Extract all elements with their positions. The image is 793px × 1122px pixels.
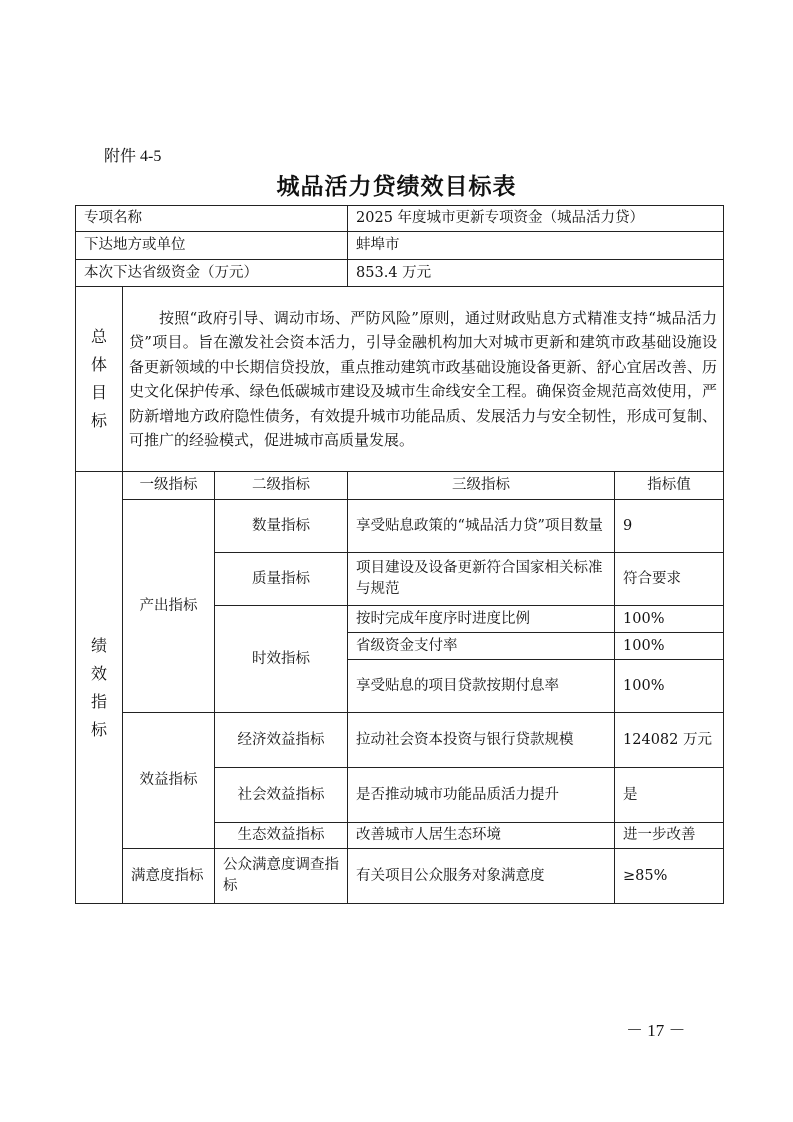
recipient-value: 蚌埠市 (348, 232, 724, 260)
economic-indicator-item: 拉动社会资本投资与银行贷款规模 (348, 713, 615, 768)
satisfaction-row (76, 849, 724, 904)
satisfaction-indicator-item: 有关项目公众服务对象满意度 (348, 849, 615, 904)
economic-indicator-value: 124082 万元 (615, 713, 724, 768)
benefit-indicator-label: 效益指标 (123, 713, 215, 849)
satisfaction-indicator-label: 满意度指标 (123, 849, 215, 904)
recipient-row (76, 232, 724, 260)
timeliness-value: 100% (615, 633, 724, 660)
recipient-label: 下达地方或单位 (76, 232, 348, 260)
public-satisfaction-indicator-label: 公众满意度调查指标 (215, 849, 348, 904)
timeliness-value: 100% (615, 606, 724, 633)
header-level1: 一级指标 (123, 472, 215, 500)
overall-goal-label-char: 总 (90, 327, 107, 346)
quality-indicator-item: 项目建设及设备更新符合国家相关标准与规范 (348, 553, 615, 606)
performance-indicators-label-char: 指 (90, 691, 107, 711)
output-indicator-label: 产出指标 (123, 500, 215, 713)
project-name-label: 专项名称 (76, 206, 348, 232)
timeliness-indicator-label: 时效指标 (215, 606, 348, 713)
funds-row (76, 260, 724, 287)
performance-indicators-label-char: 效 (90, 663, 107, 683)
social-indicator-label: 社会效益指标 (215, 768, 348, 823)
economic-indicator-label: 经济效益指标 (215, 713, 348, 768)
header-level2: 二级指标 (215, 472, 348, 500)
timeliness-item: 享受贴息的项目贷款按期付息率 (348, 660, 615, 713)
performance-indicators-label-char: 绩 (90, 635, 107, 655)
performance-indicators-label (76, 472, 123, 904)
satisfaction-indicator-value: ≥85% (615, 849, 724, 904)
overall-goal-label-char: 体 (90, 355, 107, 374)
overall-goal-label-char: 标 (90, 411, 107, 430)
performance-indicators-label-char: 标 (90, 719, 107, 739)
header-level3: 三级指标 (348, 472, 615, 500)
ecological-indicator-value: 进一步改善 (615, 823, 724, 849)
ecological-indicator-label: 生态效益指标 (215, 823, 348, 849)
quantity-row (76, 500, 724, 553)
overall-goal-label-char: 目 (90, 383, 107, 402)
performance-table (75, 205, 724, 904)
timeliness-value: 100% (615, 660, 724, 713)
header-value: 指标值 (615, 472, 724, 500)
attachment-label: 附件 4-5 (104, 148, 162, 165)
overall-goal-text: 按照“政府引导、调动市场、严防风险”原则，通过财政贴息方式精准支持“城品活力贷”项目。旨在激发社会资本活力，引导金融机构加大对城市更新和建筑市政基础设施设备更新领域的中长期信贷投放，重点推动建筑市政基础设施设备更新、舒心宜居改善、历史文化保护传承、绿色低碳城市建设及城市生命线安全工程。确保资金规范高效使用，严防新增地方政府隐性债务，有效提升城市功能品质、发展活力与安全韧性，形成可复制、可推广的经验模式，促进城市高质量发展。 (123, 287, 724, 472)
funds-label: 本次下达省级资金（万元） (76, 260, 348, 287)
quality-indicator-label: 质量指标 (215, 553, 348, 606)
quantity-indicator-item: 享受贴息政策的“城品活力贷”项目数量 (348, 500, 615, 553)
page-title: 城品活力贷绩效目标表 (276, 174, 517, 200)
timeliness-item: 按时完成年度序时进度比例 (348, 606, 615, 633)
quantity-indicator-value: 9 (615, 500, 724, 553)
ecological-indicator-item: 改善城市人居生态环境 (348, 823, 615, 849)
quality-indicator-value: 符合要求 (615, 553, 724, 606)
overall-goal-label (76, 287, 123, 472)
overall-goal-row (76, 287, 724, 472)
project-name-row (76, 206, 724, 232)
social-indicator-value: 是 (615, 768, 724, 823)
indicator-header-row (76, 472, 724, 500)
funds-value: 853.4 万元 (348, 260, 724, 287)
project-name-value: 2025 年度城市更新专项资金（城品活力贷） (348, 206, 724, 232)
economic-row (76, 713, 724, 768)
page-number: － 17 － (626, 1021, 686, 1040)
quantity-indicator-label: 数量指标 (215, 500, 348, 553)
social-indicator-item: 是否推动城市功能品质活力提升 (348, 768, 615, 823)
timeliness-item: 省级资金支付率 (348, 633, 615, 660)
